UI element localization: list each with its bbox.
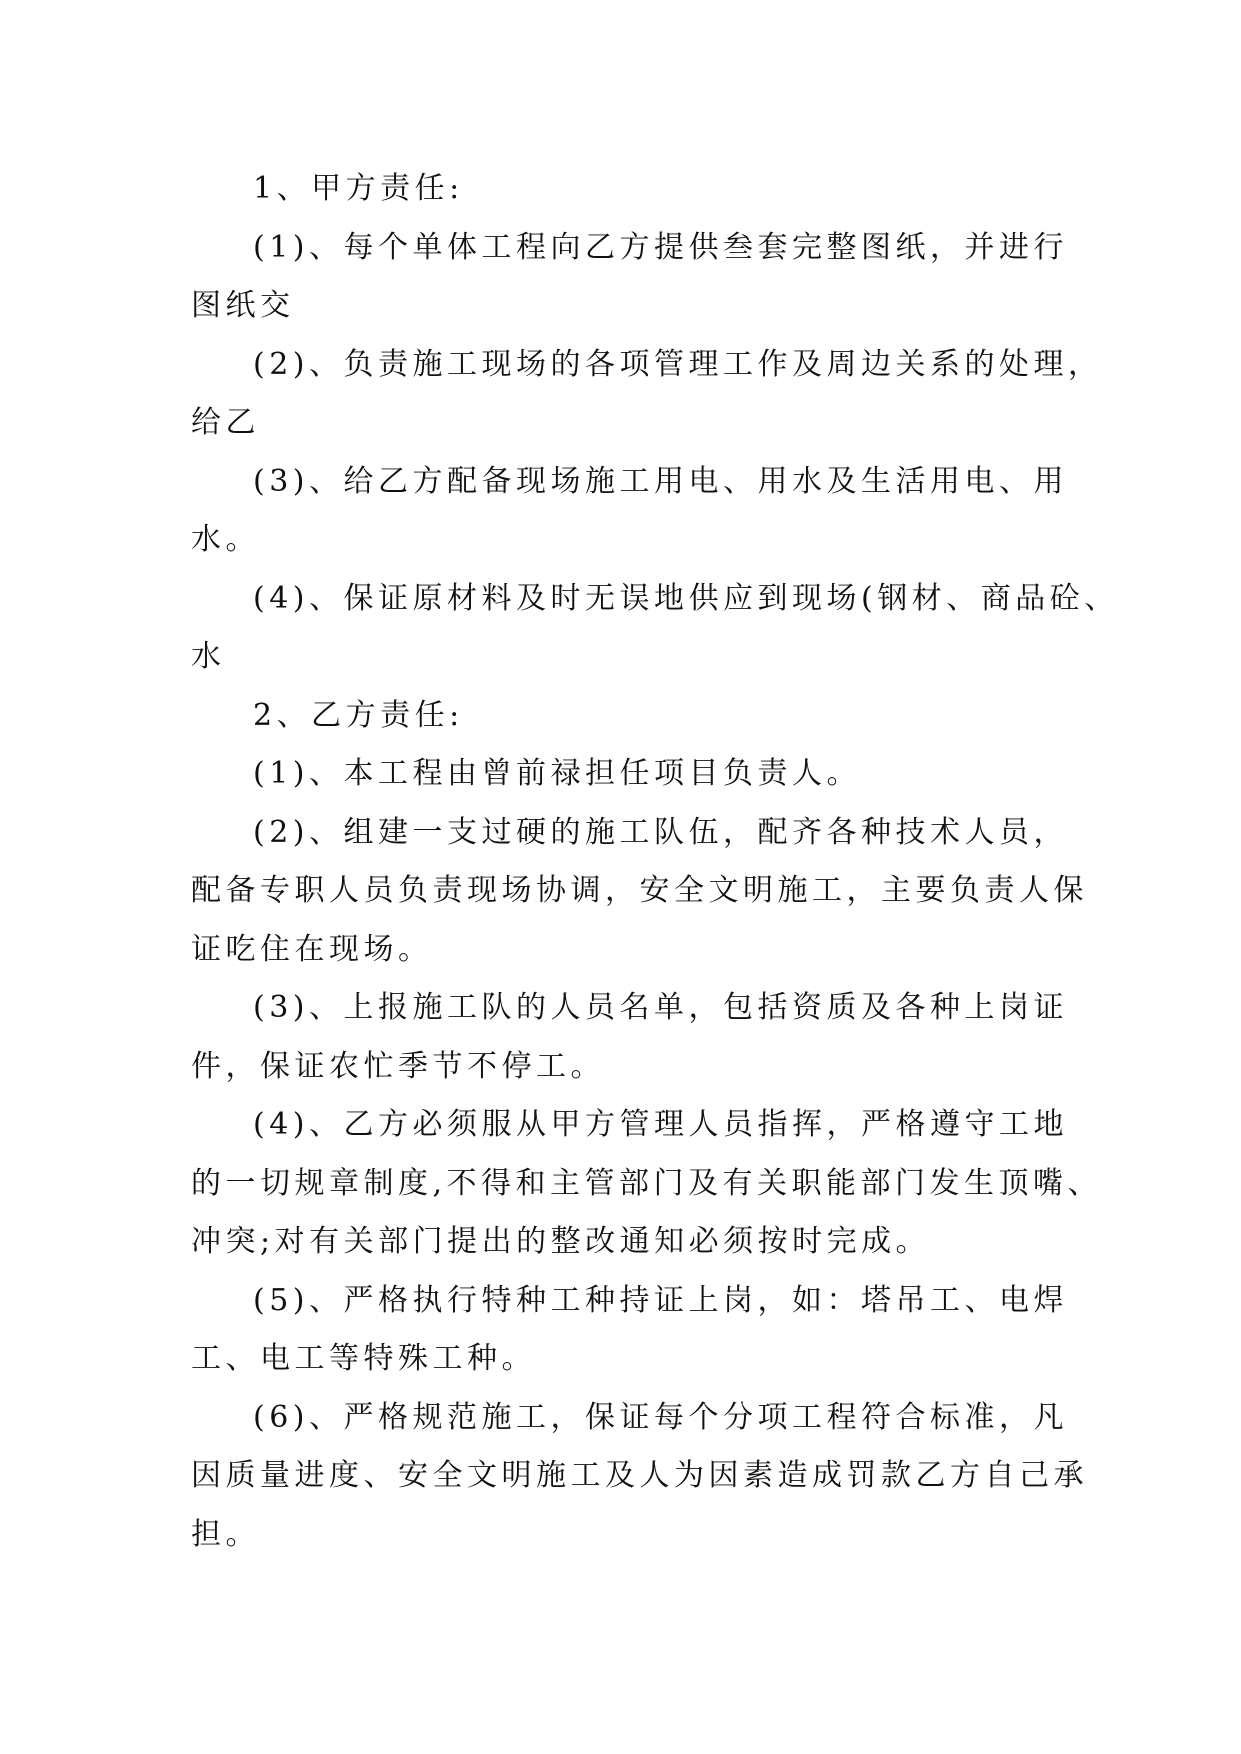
line: (3)、给乙方配备现场施工用电、用水及生活用电、用 [253,463,1068,499]
line: (5)、严格执行特种工种持证上岗，如：塔吊工、电焊 [253,1282,1068,1318]
paragraph-party-a-3 [191,453,1068,570]
line: 因质量进度、安全文明施工及人为因素造成罚款乙方自己承 [191,1458,1088,1493]
paragraph-party-a-1 [191,219,1068,336]
line: 担。 [191,1516,260,1552]
line: 给乙 [191,405,260,440]
paragraph-party-b-1 [191,745,1051,804]
line: (4)、乙方必须服从甲方管理人员指挥，严格遵守工地 [253,1107,1068,1142]
line: 水。 [191,522,260,557]
line: (2)、组建一支过硬的施工队伍，配齐各种技术人员， [253,814,1068,850]
line: 冲突;对有关部门提出的整改通知必须按时完成。 [191,1224,931,1259]
line: 水 [191,639,226,674]
line: 件，保证农忙季节不停工。 [191,1048,605,1084]
line: 证吃住在现场。 [191,931,433,967]
line: 1、甲方责任: [253,171,464,206]
line: 配备专职人员负责现场协调，安全文明施工，主要负责人保 [191,873,1088,908]
document-body [191,160,1119,1564]
paragraph-party-a-2 [191,336,1103,453]
paragraph-party-b-4 [191,1096,1103,1272]
paragraph-party-b-2 [191,804,1088,980]
line: (6)、严格规范施工，保证每个分项工程符合标准，凡 [253,1399,1068,1435]
paragraph-party-a-4 [191,570,1119,687]
paragraph-party-b-heading [191,687,1051,746]
line: (2)、负责施工现场的各项管理工作及周边关系的处理， [253,346,1103,382]
paragraph-party-a-heading [191,160,1051,219]
paragraph-party-b-5 [191,1272,1068,1389]
line: (4)、保证原材料及时无误地供应到现场(钢材、商品砼、 [253,580,1119,616]
paragraph-party-b-6 [191,1389,1088,1565]
line: (1)、每个单体工程向乙方提供叁套完整图纸，并进行 [253,229,1068,265]
line: 2、乙方责任: [253,697,464,733]
line: 图纸交 [191,288,295,323]
line: 工、电工等特殊工种。 [191,1341,536,1376]
line: 的一切规章制度,不得和主管部门及有关职能部门发生顶嘴、 [191,1165,1103,1201]
paragraph-party-b-3 [191,979,1068,1096]
line: (3)、上报施工队的人员名单，包括资质及各种上岗证 [253,990,1068,1025]
line: (1)、本工程由曾前禄担任项目负责人。 [253,756,861,791]
